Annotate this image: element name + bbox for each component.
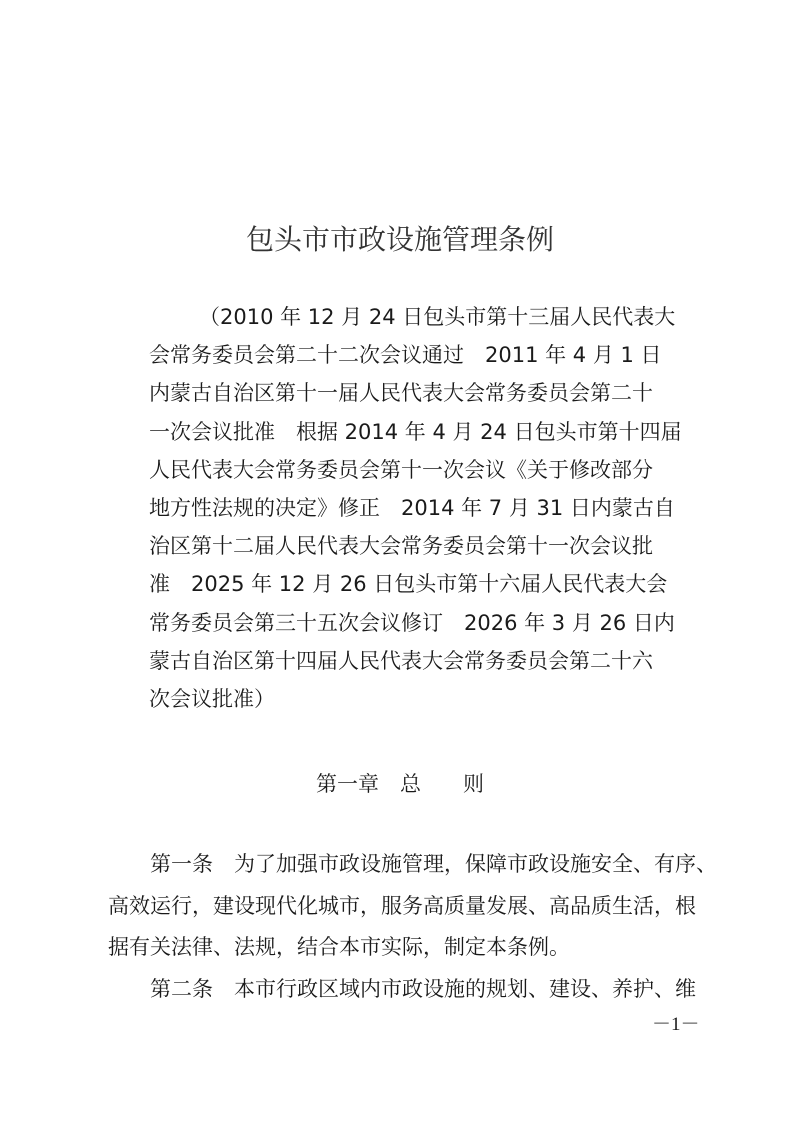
article-1-line: 高效运行，建设现代化城市，服务高质量发展、高品质生活，根 [108,893,696,918]
preamble-line: 地方性法规的决定》修正 2014 年 7 月 31 日内蒙古自 [149,495,675,520]
preamble [149,298,682,718]
preamble-line: 准 2025 年 12 月 26 日包头市第十六届人民代表大会 [149,572,668,597]
preamble-line: 治区第十二届人民代表大会常务委员会第十一次会议批 [149,534,653,559]
preamble-line: 内蒙古自治区第十一届人民代表大会常务委员会第二十 [149,381,653,406]
preamble-line: 一次会议批准 根据 2014 年 4 月 24 日包头市第十四届 [149,419,682,444]
preamble-line: 人民代表大会常务委员会第十一次会议《关于修改部分 [149,457,653,482]
body-text [108,844,728,1010]
preamble-line: 会常务委员会第二十二次会议通过 2011 年 4 月 1 日 [149,343,662,368]
preamble-line: 常务委员会第三十五次会议修订 2026 年 3 月 26 日内 [149,610,675,635]
article-1-line: 据有关法律、法规，结合本市实际，制定本条例。 [108,935,570,959]
article-2-line: 第二条 本市行政区域内市政设施的规划、建设、养护、维 [150,976,696,1001]
preamble-line: （2010 年 12 月 24 日包头市第十三届人民代表大 [199,305,676,329]
chapter-heading: 第一章 总 则 [316,772,484,796]
page-number: －1－ [652,1014,700,1035]
document-title: 包头市市政设施管理条例 [245,223,554,256]
preamble-line: 次会议批准） [149,686,275,711]
article-1-line: 第一条 为了加强市政设施管理，保障市政设施安全、有序、 [150,852,717,876]
preamble-line: 蒙古自治区第十四届人民代表大会常务委员会第二十六 [149,648,653,673]
